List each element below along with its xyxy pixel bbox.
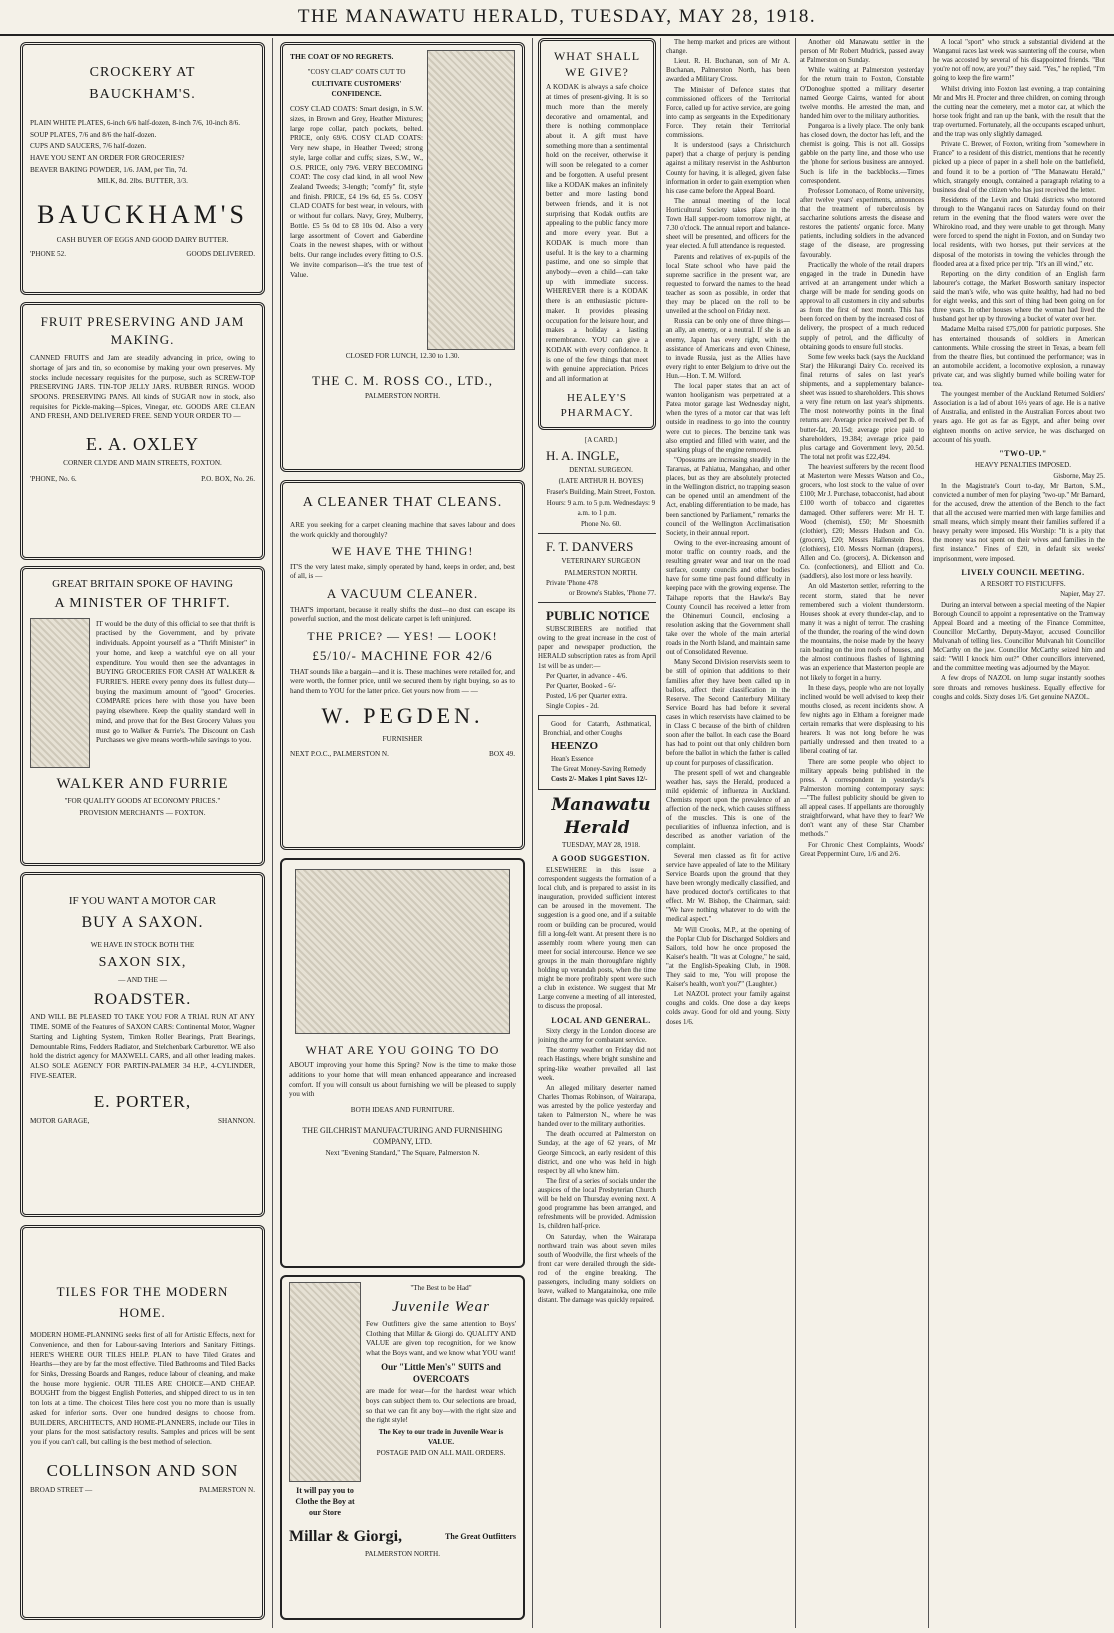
news-item: Many Second Division reservists seem to be still of opinion that additions to their families after they have been called up in ballots, affect their classification in the Reserve. The Second Canterbury Military Service Board has had before it several cases in which reservists have claimed to be in Class C because of the birth of children soon after the ballot. In each case the Board has had to point out that only children born before the ballot in which the father is called up count for purposes of classification. (666, 659, 790, 767)
news-item: It is understood (says a Christchurch paper) that a charge of perjury is pending against a military reservist in the Ashburton County for having, it is alleged, given false information in order to gain exemption when his case came before the Appeal Board. (666, 142, 790, 195)
bauckham-phone: 'PHONE 52. (30, 249, 67, 258)
news-item: The annual meeting of the local Horticultural Society takes place in the Town Hall supper-room tomorrow night, at 7.30 o'clock. The annual report and balance-sheet will be presented, and officers for the year elected. A full attendance is requested. (666, 197, 790, 251)
bauckham-line: PLAIN WHITE PLATES, 6-inch 6/6 half-dozen, 8-inch 7/6, 10-inch 8/6. (30, 118, 241, 127)
column-4 (666, 38, 790, 1628)
herald-date: TUESDAY, MAY 28, 1918. (561, 841, 641, 850)
heenzo-brand: HEENZO (551, 740, 599, 753)
notice-rate: Posted, 1/6 per Quarter extra. (546, 692, 628, 700)
pegden-ad (280, 480, 525, 850)
ingle-addr: Fraser's Building, Main Street, Foxton. (546, 488, 656, 497)
bauckham-delivered: GOODS DELIVERED. (186, 249, 255, 258)
ross-name: THE C. M. ROSS CO., LTD., (312, 372, 493, 388)
local-item: Sixty clergy in the London diocese are joining the army for combatant service. (538, 1028, 656, 1045)
millar-title: Juvenile Wear (392, 1298, 490, 1315)
pegden-price: THE PRICE? — YES! — LOOK! (307, 628, 498, 643)
pegden-addr: NEXT P.O.C., PALMERSTON N. (290, 750, 389, 759)
pegden-p1: ARE you seeking for a carpet cleaning machine that saves labour and does the work quickly and thoroughly? (290, 520, 515, 539)
walker-tag2: PROVISION MERCHANTS — FOXTON. (79, 808, 206, 817)
millar-great: The Great Outfitters (445, 1531, 516, 1541)
bauckham-line: CUPS AND SAUCERS, 7/6 half-dozen. (30, 142, 147, 151)
local-heading: LOCAL AND GENERAL. (551, 1015, 651, 1025)
woman-in-coat-illustration (427, 50, 515, 350)
pegden-have: WE HAVE THE THING! (331, 544, 474, 559)
news-item: During an interval between a special meeting of the Napier Borough Council to appoint a representative on the Tramway Appeal Board and a meeting of the Finance Committee, Councillor McCarthy, Deputy-Mayor, accused Councillor Mulvanah of telling lies. Councillor Mulvanah hit Councillor McCarthy on the jaw. Councillor McCarthy seized him and said: "Will I knock him out?" Other councillors intervened, and the committee meeting was adjourned by the Mayor. (933, 601, 1105, 673)
heenzo-l2: Hean's Essence (551, 755, 594, 763)
walker-name: WALKER AND FURRIE (56, 775, 229, 792)
news-item: For Chronic Chest Complaints, Woods' Great Peppermint Cure, 1/6 and 2/6. (800, 841, 924, 858)
gilchrist-both: BOTH IDEAS AND FURNITURE. (350, 1106, 455, 1115)
collinson-street: BROAD STREET — (30, 1485, 93, 1494)
gilchrist-ad (280, 858, 525, 1268)
oxley-body: CANNED FRUITS and Jam are steadily advancing in price, owing to shortage of jars and tin, so economise by making your own preserves. My stocks include necessary requisites for the purpose, such as SCREW-TOP PRESERVING JARS. TIN-TOP JELLY JARS. RUBBER RINGS. WOOD SPOONS. PRESERVING PANS. All kinds of SUGAR now in stock, also requisites for Pickle-making—Spices, Vinegar, etc. GOODS ARE CLEAN AND FRESH, AND DELIVERED FREE. SEND YOUR ORDER TO — (30, 354, 255, 421)
collinson-name: COLLINSON AND SON (46, 1460, 239, 1480)
millar-town: PALMERSTON NORTH. (364, 1549, 441, 1558)
bauckham-tag: CASH BUYER OF EGGS AND GOOD DAIRY BUTTER. (56, 236, 229, 245)
pegden-box: BOX 49. (489, 750, 515, 759)
news-item: The youngest member of the Auckland Returned Soldiers' Association is a lad of about 16½ years of age. He is a native of Australia, and enlisted in the Australian Forces about two years ago. He got as far as Egypt, and after being over eighteen months on active service, he was discharged on account of his youth. (933, 391, 1105, 444)
bauckham-name: BAUCKHAM'S (37, 200, 248, 230)
ingle-card: [A CARD.] (584, 436, 618, 445)
notice-rate: Per Quarter, in advance - 4/6. (546, 672, 628, 680)
collinson-ad (20, 1225, 265, 1620)
notice-rate: Single Copies - 2d. (546, 703, 599, 711)
collinson-town: PALMERSTON N. (199, 1485, 255, 1494)
bauckham-line: BEAVER BAKING POWDER, 1/6. JAM, per Tin, 7d. (30, 165, 188, 174)
porter-road: ROADSTER. (93, 990, 192, 1008)
news-item: A local "sport" who struck a substantial dividend at the Wanganui races last week was sauntering off the course, when he was accosted by several of his disappointed friends. "But you're not off now, are you?" they said. "Yes," he replied, "I'm going to keep the fire warm!" (933, 39, 1105, 83)
council-heading: LIVELY COUNCIL MEETING. (961, 567, 1085, 577)
notice-body: SUBSCRIBERS are notified that owing to the great increase in the cost of paper and newspaper production, the HERALD subscription rates as from April 1st will be as under:— (538, 626, 656, 670)
healey-body: A KODAK is always a safe choice at times of present-giving. It is so much more than the merely decorative and ornamental, and there is nothing commonplace about it. A gift must have something more than a sentimental hold on the receiver, otherwise it will soon be relegated to a corner and be forgotten. A useful present like a KODAK makes an infinitely better and more lasting bond between friends, and it is not surprising that Kodak outfits are appealing to the public fancy more and more every year. But a KODAK is much more than useful. It is the key to a charming pastime, and one so simple that anybody—even a child—can take up with immediate success. WHEREVER there is a KODAK there is an enthusiastic picture-maker. It provides pleasing occupation for the leisure hour, and makes a holiday a lasting remembrance. YOU can give a KODAK with every confidence. It is one of the few things that meet with genuine appreciation. Prices and all information at (546, 83, 648, 383)
local-item: On Saturday, when the Wairarapa northward train was about seven miles south of Woodville, the first wheels of the front car were derailed through the side-rod of the engine breaking. The passengers, including many soldiers on leave, walked to Mangatainoka, one mile distant. The damage was quickly repaired. (538, 1233, 656, 1305)
news-item: The present spell of wet and changeable weather has, says the Herald, produced a mild epidemic of influenza in Auckland. Chemists report upon the prevalence of an affection of the neck, which causes stiffness of the muscles. This is one of the peculiarities of influenza infection, and is described as another variation of the complaint. (666, 769, 790, 850)
local-item: An alleged military deserter named Charles Thomas Robinson, of Wairarapa, was arrested by the police yesterday and taken to Palmerston N., where he was handed over to the military authorities. (538, 1084, 656, 1129)
heenzo-l4: Costs 2/- Makes 1 pint Saves 12/- (551, 776, 648, 784)
millar-best: "The Best to be Had" (410, 1284, 472, 1292)
millar-postage: POSTAGE PAID ON ALL MAIL ORDERS. (376, 1449, 506, 1458)
bauckham-title1: CROCKERY AT (89, 65, 196, 80)
oxley-addr: CORNER CLYDE AND MAIN STREETS, FOXTON. (63, 459, 222, 468)
porter-garage: MOTOR GARAGE, (30, 1117, 90, 1126)
council-subheading: A RESORT TO FISTICUFFS. (980, 580, 1066, 589)
bauckham-line: HAVE YOU SENT AN ORDER FOR GROCERIES? (30, 153, 185, 162)
news-item: Practically the whole of the retail drapers engaged in the trade in Dunedin have arrived at an arrangement under which a charge will be made for sending goods on approval to all customers in city and suburbs as from the first of next month. This has been forced on them by the increased cost of delivery, the prospect of a much reduced supply of petrol, and the difficulty of obtaining goods to ensure full stocks. (800, 261, 924, 351)
pegden-p4: THAT sounds like a bargain—and it is. These machines were retailed for, and were worth, the former price, until we secured them by right buying, so as to hand them to YOU for the latter price. Get yours now from — — (290, 667, 515, 696)
porter-l1: WE HAVE IN STOCK BOTH THE (90, 941, 195, 950)
ingle-late: (LATE ARTHUR H. BOYES) (558, 476, 644, 485)
herald-sugg: A GOOD SUGGESTION. (552, 854, 650, 864)
column-3 (538, 38, 656, 1628)
news-item: A few drops of NAZOL on lump sugar instantly soothes sore throats and removes huskiness. Equally effective for coughs and colds. Sixty doses 1/6. Get genuine NAZOL. (933, 675, 1105, 701)
news-item: Owing to the ever-increasing amount of motor traffic on country roads, and the resulting greater wear and tear on the road surface, county councils and other bodies have for some time past found difficulty in keeping pace with the growing expense. The Taihape reports that the Hawke's Bay County Council has received a letter from the Ohinemuri Council, enclosing a resolution asking that the Government shall take over the whole of the main arterial roads in the North Island, and maintain same out of Consolidated Revenue. (666, 539, 790, 657)
healey-title: WHAT SHALL WE GIVE? (553, 49, 641, 80)
news-item: Several men classed as fit for active service have appealed of late to the Military Service Boards upon the ground that they have been wrongly medically classified, and have produced doctor's certificates to that effect. Mr W. Bishop, the Chairman, said: "We have nothing whatever to do with the medical aspect." (666, 852, 790, 924)
millar-ad (280, 1275, 525, 1620)
millar-name: Millar & Giorgi, (289, 1528, 403, 1546)
oxley-phone: 'PHONE, No. 6. (30, 475, 77, 484)
money-bag-illustration (30, 618, 90, 768)
gilchrist-name: THE GILCHRIST MANUFACTURING AND FURNISHING COMPANY, LTD. (302, 1125, 503, 1146)
porter-t1: IF YOU WANT A MOTOR CAR (68, 895, 217, 907)
ingle-phone: Phone No. 60. (580, 519, 622, 528)
news-item: While waiting at Palmerston yesterday for the return train to Foxton, Constable O'Donoghue spotted a military deserter named George Cairns, wanted for about twelve months. He arrested the man, and handed him over to the military authorities. (800, 67, 924, 120)
twoup-heading: "TWO-UP." (999, 448, 1047, 458)
ingle-hours: Hours: 9 a.m. to 5 p.m. Wednesdays: 9 a.m. to 1 p.m. (546, 499, 656, 517)
danvers-phone: Private 'Phone 478 (546, 579, 598, 587)
news-item: In the Magistrate's Court to-day, Mr Barton, S.M., convicted a number of men for playing "two-up." Mr Barnard, for the accused, drew the attention of the Bench to the fact that all the accused were married men with large families and small means, which simply meant their families suffered if a heavy penalty were imposed. His Worship: "It is a pity that the money was not spent on their wives and families in the first instance." Fines of £20, in default six weeks' imprisonment, were imposed. (933, 482, 1105, 563)
oxley-name: E. A. OXLEY (86, 434, 199, 455)
porter-six: SAXON SIX, (98, 955, 187, 971)
council-dateline: Napier, May 27. (1060, 591, 1105, 599)
twoup-dateline: Gisborne, May 25. (1053, 472, 1105, 480)
ross-body: COSY CLAD COATS: Smart design, in S.W. sizes, in Brown and Grey, Heather Mixtures; large rope collar, patch pockets, belted. PRICE, only 69/6. COSY CLAD COATS: Very new shape, in Heather Tweed; strong style, large collar and cuffs; sizes, S.W., W., O.S. PRICE, only 79/6. VERY BECOMING COAT: The cosy clad kind, in all wool New Zealand Tweeds; 3-length; "comfy" fit, style and finish. PRICE, £4 19s 6d, £5 5s. COSY CLAD COATS for best wear, in velours, with or without fur collars. Navy, Grey, Mulberry, Bottle. £5 5s 0d to £8 10s 0d. Also a very large assortment of Covert and Gaberdine Coats in the newest shapes, with or without belts. Our range includes every fitting to O.S. We invite comparison—it's the true test of Value. (290, 105, 423, 279)
pegden-name: W. PEGDEN. (321, 702, 484, 728)
pegden-title: A CLEANER THAT CLEANS. (302, 495, 503, 510)
news-item: An old Masterton settler, referring to the recent storm, stated that he never remembered such a violent thunderstorm. Houses shook at every thunder-clap, and to many it was a night of terror. The crashing of the thunder, the roaring of the wind down the mountains, the noise made by the heavy rain beating on the iron roofs of houses, and the almost continuous flashes of lightning was an experience that Masterton people are not likely to forget in a hurry. (800, 583, 924, 682)
news-item: The local paper states that an act of wanton hooliganism was perpetrated at a Patea motor garage last Wednesday night, when the tyres of a motor car that was left outside in readiness to go into the country were cut to pieces. The benzine tank was also emptied and filled with water, and the sparking plugs of the engine removed. (666, 383, 790, 454)
bauckham-title2: BAUCKHAM'S. (89, 86, 196, 102)
healey-name: HEALEY'S PHARMACY. (560, 391, 634, 419)
news-item: Russia can be only one of three things—an ally, an enemy, or a neutral. If she is an enemy, Japan has every right, with the assistance of Americans and even Chinese, to invade Russia, just as the Allies have every right to enter Belgium to drive out the Hun.—Hon. T. M. Wilford. (666, 318, 790, 380)
news-item: Madame Melba raised £75,000 for patriotic purposes. She has entertained thousands of soldiers in American cantonments. While crossing the street in Texas, a beam fell from the theatre flies, but continued the performance; was in an automobile accident, a locomotive explosion, a runaway private car, and was slightly burned while boiling water for tea. (933, 326, 1105, 389)
collinson-t1: TILES FOR THE MODERN (56, 1284, 229, 1299)
bauckham-ad (20, 42, 265, 295)
gilchrist-body: ABOUT improving your home this Spring? Now is the time to make those additions to your home that will mean enhanced appearance and increased comfort. If you will consult us about furnishing we will be pleased to supply you with (289, 1061, 516, 1099)
news-item: Whilst driving into Foxton last evening, a trap containing Mr and Mrs H. Procter and three children, on coming through the cutting near the cemetery, met a motor car, at which the horse took fright and ran up the bank, with the result that the trap overturned. Fortunately, all the occupants escaped unhurt, and the trap was only slightly damaged. (933, 85, 1105, 139)
oxley-ad (20, 302, 265, 560)
column-5 (800, 38, 924, 1628)
herald-editorial: ELSEWHERE in this issue a correspondent suggests the formation of a local club, and is prepared to assist in its inauguration, provided sufficient interest can be aroused in the movement. The suggestion is a good one, and if a suitable room or building can be procured, would fill a long-felt want. At present there is no assembly room where young men can meet for social intercourse. Hence we see groups in the main thoroughfare nightly holding up verandah posts, when the time might be more profitably spent were such a club in existence. We suggest that Mr Large convene a meeting of all interested, to discuss the proposal. (538, 866, 656, 1011)
news-item: Professor Lomonaco, of Rome university, after twelve years' experiments, announces that the treatment of tuberculosis by saccharine solutions arrests the disease and restores the patients' organic force. Many patients, including soldiers in the advanced stage of the disease, are progressing favourably. (800, 187, 924, 259)
porter-ad (20, 872, 265, 1217)
twoup-subheading: HEAVY PENALTIES IMPOSED. (974, 461, 1071, 470)
news-item: There are some people who object to military appeals being published in the press. A correspondent in yesterday's Palmerston morning contemporary says:—"The fullest publicity should be given to all appeal cases. If appellants are thoroughly straightforward, what have they to fear? We don't want any of these Star Chamber methods." (800, 758, 924, 839)
porter-town: SHANNON. (218, 1117, 255, 1126)
walker-body: IT would be the duty of this official to see that thrift is practised by the Government, and by private individuals. Appoint yourself as a "Thrift Minister" in your home, and keep a watchful eye on all your expenditure. You would then see the advantages in BUYING GROCERIES FOR CASH AT WALKER & FURRIE'S. HERE every penny does its fullest duty—buying the maximum amount of "good" Groceries. COMPARE prices here with those you have been paying elsewhere. Keep the quality standard well in mind, and prove that for the Best Grocery Values you must go to Walker & Furrie's. The Discount on Cash Purchases we give means worth-while savings to you. (96, 619, 255, 745)
page-masthead: THE MANAWATU HERALD, TUESDAY, MAY 28, 1918. (0, 0, 1114, 36)
bauckham-line: SOUP PLATES, 7/6 and 8/6 the half-dozen. (30, 130, 157, 139)
gilchrist-addr: Next "Evening Standard," The Square, Palmerston N. (325, 1149, 480, 1158)
heenzo-l3: The Great Money-Saving Remedy (551, 765, 647, 773)
danvers-town: PALMERSTON NORTH. (564, 568, 638, 577)
herald-nameplate: Manawatu Herald (551, 795, 651, 838)
danvers-title: VETERINARY SURGEON (561, 557, 641, 566)
local-item: The stormy weather on Friday did not reach Hastings, where bright sunshine and spring-like weather prevailed all last week. (538, 1047, 656, 1082)
ross-ad (280, 42, 525, 472)
collinson-t2: HOME. (119, 1304, 166, 1320)
millar-little: Our "Little Men's" SUITS and OVERCOATS (381, 1361, 501, 1384)
news-item: The hemp market and prices are without change. (666, 39, 790, 56)
porter-body: AND WILL BE PLEASED TO TAKE YOU FOR A TRIAL RUN AT ANY TIME. SOME of the Features of SAXON CARS: Continental Motor, Wagner Starting and Lighting System, Timken Roller Bearings, Pratt Bearings, Demountable Rims, Fedders Radiator, and Stelchenbark Carburettor. WE also hold the district agency for MAXWELL CARS, and all other leading makes. ALSO SOLE AGENCY FOR PARTIN-PALMER 34 H.P., 4-CYLINDER, FIVE-SEATER. (30, 1013, 255, 1080)
notice-rate: Per Quarter, Booked - 6/- (546, 682, 616, 690)
news-item: Mr Will Crooks, M.P., at the opening of the Poplar Club for Discharged Soldiers and Sailors, told how he once proposed the Kaiser's health. "It was at Cologne," he said, "at the English-Speaking Club, in 1908. They said to me, 'You will propose the Kaiser's health, won't you?'" (Laughter.) (666, 926, 790, 989)
walker-tag: "FOR QUALITY GOODS AT ECONOMY PRICES." (64, 796, 221, 805)
local-item: The death occurred at Palmerston on Sunday, at the age of 62 years, of Mr George Simcock, an early resident of this district, and one who was held in high respect by all who knew him. (538, 1131, 656, 1175)
heenzo-ad (538, 715, 656, 790)
ross-title: THE COAT OF NO REGRETS. (290, 52, 394, 61)
healey-ad (538, 38, 656, 430)
boy-illustration (289, 1282, 361, 1482)
walker-t2: A MINISTER OF THRIFT. (54, 595, 231, 611)
gilchrist-title: WHAT ARE YOU GOING TO DO (305, 1043, 500, 1057)
ross-town: PALMERSTON NORTH. (364, 392, 441, 401)
oxley-box: P.O. BOX, No. 26. (201, 475, 255, 484)
furnished-room-illustration (295, 869, 510, 1034)
news-item: Parents and relatives of ex-pupils of the local State school who have paid the supreme sacrifice in the present war, are requested to forward the names to the head teacher as soon as possible, in order that they may be placed on the roll to be unveiled at the school on Friday next. (666, 253, 790, 316)
walker-ad (20, 566, 265, 866)
local-item: The first of a series of socials under the auspices of the local Presbyterian Church will be held on Thursday evening next. A good programme has been arranged, and refreshments will be provided. Admission 1s, children half-price. (538, 1177, 656, 1231)
pegden-vac: A VACUUM CLEANER. (326, 585, 479, 601)
ross-closed: CLOSED FOR LUNCH, 12.30 to 1.30. (345, 352, 460, 360)
news-item: The heaviest sufferers by the recent flood at Masterton were Messrs Watson and Co., grocers, who lost stock to the value of over £100; Mr J. Purchase, tobacconist, had about £100 worth of tobacco and cigarettes damaged. Other sufferers were: Mr H. T. Wood (chemist), £50; Mr Shoesmith (clothier), £20; Messrs Hudson and Co. (grocers), £20; Messrs Hallenstein Bros. (clothiers), £10. Messrs Norman (drapers), Allen and Co. (grocers), A. Dickenson and Co. (confectioners), and Elliott and Co. (saddlers), also lost more or less heavily. (800, 464, 924, 581)
pegden-p3: THAT'S important, because it really shifts the dust—no dust can escape its powerful suction, and the most delicate carpet is left uninjured. (290, 605, 515, 624)
news-item: Lieut. R. H. Buchanan, son of Mr A. Buchanan, Palmerston North, has been awarded a Military Cross. (666, 58, 790, 84)
collinson-body: MODERN HOME-PLANNING seeks first of all for Artistic Effects, next for Convenience, and then for Labour-saving Interiors and Sanitary Fittings. HERE'S WHERE OUR TILES HELP. PLAN to have Tiled Grates and Hearths—they are by far the most effective. Tiled Bathrooms and Tiled Backs for Sinks, Dressing Boards and Ranges, reduce labour of cleaning, and make the house more hygienic. OUR TILES ARE CHOICE—AND CHEAP. BOUGHT from the biggest English Potteries, and shipped direct to us in ten ton lots at a time. The choicest Tiles here cost you no more than is usually asked for inferior sorts. Over one hundred designs to choose from. BUILDERS, ARCHITECTS, AND HOME-PLANNERS, include our Tiles in your plans for the most satisfactory results. Samples and prices will be sent you if you can't call, but calling is the best method of selection. (30, 1331, 255, 1446)
danvers-name: F. T. DANVERS (546, 539, 634, 555)
ross-sub1: "COSY CLAD" COATS CUT TO (307, 68, 406, 77)
ingle-name: H. A. INGLE, (546, 447, 620, 463)
news-item: "Opossums are increasing steadily in the Tararuas, at Pahiatua, Mangahao, and other places, but as they are absolutely protected in the Wellington district, no trapping season can be opened until an amendment of the Act, enabling differentiation to be made, has been sanctioned by Parliament," remarks the council of the Wellington Acclimatisation Society, in their annual report. (666, 456, 790, 537)
pegden-trade: FURNISHER (382, 734, 423, 743)
porter-name: E. PORTER, (93, 1092, 192, 1112)
walker-t1: GREAT BRITAIN SPOKE OF HAVING (52, 578, 233, 590)
millar-side: It will pay you to Clothe the Boy at our Store (295, 1486, 355, 1517)
news-item: Private C. Brewer, of Foxton, writing from "somewhere in France" to a resident of this district, mentions that he recently picked up a piece of paper in a shell hole on the battlefield, and found it to be a portion of "The Manawatu Herald," which, strangely enough, contained a paragraph relating to a business deal of the citizen who has just received the letter. (933, 141, 1105, 194)
ingle-title: DENTAL SURGEON. (569, 465, 633, 474)
heenzo-l1: Good for Catarrh, Asthmatical, Bronchial, and other Coughs (543, 721, 651, 738)
porter-and: — AND THE — (118, 976, 167, 985)
porter-t2: BUY A SAXON. (81, 913, 204, 931)
ross-sub2: CULTIVATE CUSTOMERS' CONFIDENCE. (311, 79, 402, 98)
danvers-or: or Browne's Stables, 'Phone 77. (568, 589, 656, 597)
bauckham-line: MILK, 8d. 2lbs. BUTTER, 3/3. (97, 177, 188, 186)
news-item: Another old Manawatu settler in the person of Mr Robert Mudrick, passed away at Palmerston on Sunday. (800, 39, 924, 65)
news-item: In these days, people who are not loyally inclined would be well advised to keep their mouths closed, as recent incidents show. A few nights ago in Eltham a foreigner made certain remarks that were displeasing to his hearers. It was not long before he was partially undressed and then treated to a liberal coating of tar. (800, 684, 924, 756)
millar-key: The Key to our trade in Juvenile Wear is VALUE. (378, 1428, 504, 1446)
news-item: The Minister of Defence states that commissioned officers of the Territorial Force, called up for active service, are going into camp as sergeants in the Expeditionary Force. They retain their Territorial commissions. (666, 86, 790, 140)
millar-p1: Few Outfitters give the same attention to Boys' Clothing that Millar & Giorgi do. QUALITY AND VALUE are given top recognition, for we know what the Boys want, and we know what YOU want! (366, 1319, 516, 1358)
column-6 (933, 38, 1105, 1628)
oxley-title: FRUIT PRESERVING AND JAM MAKING. (40, 314, 245, 347)
notice-title: PUBLIC NOTICE (546, 607, 650, 623)
news-item: Residents of the Levin and Otaki districts who motored through to the Wanganui races on Saturday found on their return in the evening that the flood waters were over the Whirokino road, and they were unable to get through. Many were forced to spend the night in Foxton, and on Sunday two local residents, with two horses, put their services at the disposal of the motorists in towing the vehicles through the flooded area at a fixed price per trip. "It's an ill wind," etc. (933, 196, 1105, 268)
news-item: Some few weeks back (says the Auckland Star) the Hikurangi Dairy Co. received its final returns of sales on last year's shipments, and a supplementary balance-sheet was issued to shareholders. This shows a very fine return on last year's shipments. The most noteworthy points in the final returns are: Average price received per lb. of butter-fat, 20.15d; average price paid to shareholders, 19.384; average price paid plus cartage and Government levy, 20.5d. The total net profit was £22,494. (800, 353, 924, 461)
news-item: Pongaroa is a lively place. The only bank has closed down, the doctor has left, and the chemist is going. This is not all. Gossips gabble on the party line, and those who use the 'phone for serious business are annoyed. Such is life in the backblocks.—Times correspondent. (800, 122, 924, 185)
millar-p2: are made for wear—for the hardest wear which boys can subject them to. Our selections are broad, so that we can fit any boy—with the right size and the right style! (366, 1387, 516, 1425)
news-item: Reporting on the dirty condition of an English farm labourer's cottage, the Market Bosworth sanitary inspector said the man's wife, who was quite healthy, had had no bed for eight weeks, and this sort of thing had been going on for three years. In other houses where the woman had lived the husband got her up by throwing a bucket of water over her. (933, 270, 1105, 324)
pegden-p2: IT'S the very latest make, simply operated by hand, keeps in order, and, best of all, is — (290, 562, 515, 581)
pegden-deal: £5/10/- MACHINE FOR 42/6 (312, 648, 493, 664)
news-item: Let NAZOL protect your family against coughs and colds. One dose a day keeps colds away. Good for old and young. Sixty doses 1/6. (666, 991, 790, 1026)
